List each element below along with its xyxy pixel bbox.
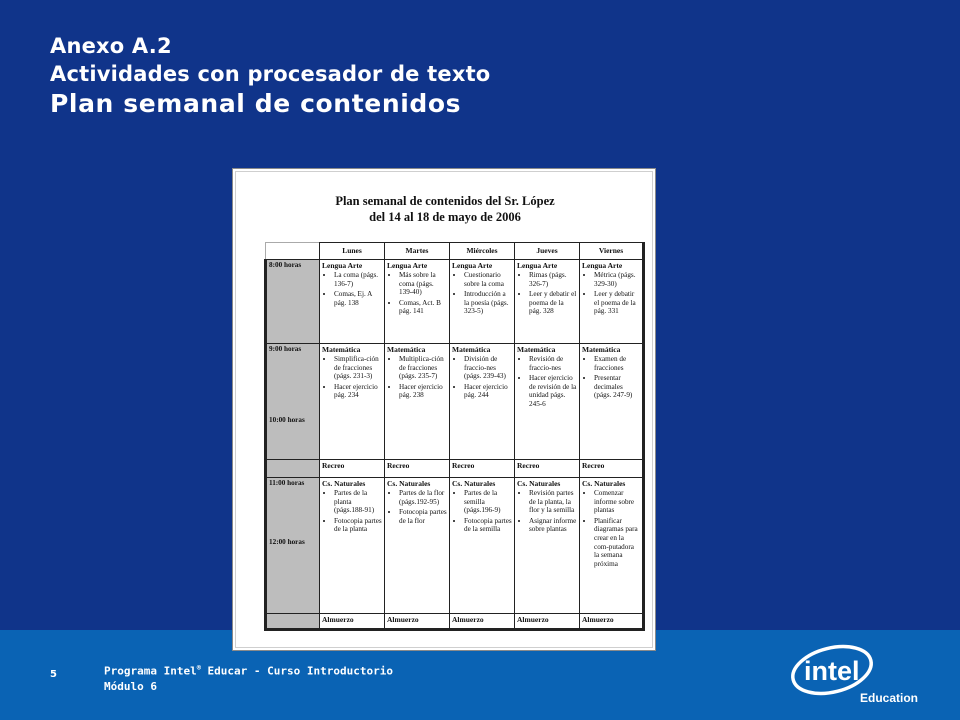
schedule-cell bbox=[515, 460, 580, 478]
activity-item: • Leer y debatir el poema de la pág. 331 bbox=[594, 290, 640, 316]
schedule-cell bbox=[320, 614, 385, 630]
activity-item: • Hacer ejercicio de revisión de la unidad págs. 245-6 bbox=[529, 374, 577, 408]
schedule-cell bbox=[450, 260, 515, 344]
activity-item: • Asignar informe sobre plantas bbox=[529, 517, 577, 534]
time-cell bbox=[266, 344, 320, 460]
schedule-cell bbox=[580, 460, 644, 478]
schedule-row-math bbox=[266, 344, 644, 460]
time-label: 11:00 horas bbox=[269, 479, 305, 487]
time-cell bbox=[266, 478, 320, 614]
activity-item: • Hacer ejercicio pág. 244 bbox=[464, 383, 512, 400]
logo-word: intel bbox=[804, 656, 860, 686]
activity-item: • Métrica (págs. 329-30) bbox=[594, 271, 640, 288]
logo-subtitle: Education bbox=[860, 691, 919, 705]
subject-label: Matemática bbox=[452, 345, 491, 354]
schedule-corner-cell bbox=[266, 243, 320, 260]
lunch-label: Almuerzo bbox=[517, 615, 549, 624]
subject-label: Lengua Arte bbox=[452, 261, 493, 270]
schedule-header-row bbox=[266, 243, 644, 260]
schedule-cell bbox=[320, 478, 385, 614]
slide-title bbox=[50, 32, 490, 120]
subject-label: Matemática bbox=[582, 345, 621, 354]
activity-item: • Presentar decimales (págs. 247-9) bbox=[594, 374, 640, 400]
activity-item: • Comas, Ej. A pág. 138 bbox=[334, 290, 382, 307]
subject-label: Matemática bbox=[387, 345, 426, 354]
subject-label: Lengua Arte bbox=[582, 261, 623, 270]
schedule-cell bbox=[450, 614, 515, 630]
schedule-cell bbox=[450, 344, 515, 460]
schedule-cell bbox=[450, 460, 515, 478]
recess-label: Recreo bbox=[322, 461, 345, 470]
activity-item: • Revisión partes de la planta, la flor y la semilla bbox=[529, 489, 577, 515]
schedule-cell bbox=[515, 260, 580, 344]
activity-item: • Partes de la planta (págs.188-91) bbox=[334, 489, 382, 515]
activity-item: • La coma (págs. 136-7) bbox=[334, 271, 382, 288]
schedule-table bbox=[264, 242, 645, 631]
activity-item: • Leer y debatir el poema de la pág. 328 bbox=[529, 290, 577, 316]
lunch-label: Almuerzo bbox=[582, 615, 614, 624]
day-header: Miércoles bbox=[450, 243, 515, 260]
schedule-cell bbox=[320, 344, 385, 460]
footer-text bbox=[104, 661, 393, 694]
activity-item: • Hacer ejercicio pág. 238 bbox=[399, 383, 447, 400]
time-cell bbox=[266, 460, 320, 478]
schedule-cell bbox=[515, 478, 580, 614]
lunch-label: Almuerzo bbox=[452, 615, 484, 624]
day-header: Viernes bbox=[580, 243, 644, 260]
document-title bbox=[233, 193, 657, 225]
activity-item: • Fotocopia partes de la semilla bbox=[464, 517, 512, 534]
subject-label: Lengua Arte bbox=[322, 261, 363, 270]
recess-label: Recreo bbox=[387, 461, 410, 470]
document-title-line-1: Plan semanal de contenidos del Sr. López bbox=[335, 194, 555, 208]
subject-label: Cs. Naturales bbox=[387, 479, 431, 488]
time-label: 9:00 horas bbox=[269, 345, 302, 353]
schedule-row-science bbox=[266, 478, 644, 614]
schedule-cell bbox=[385, 344, 450, 460]
day-header: Jueves bbox=[515, 243, 580, 260]
schedule-cell bbox=[580, 260, 644, 344]
schedule-cell bbox=[515, 614, 580, 630]
footer-line-2: Módulo 6 bbox=[104, 679, 157, 693]
intel-education-logo bbox=[788, 640, 924, 712]
activity-item: • Rimas (págs. 326-7) bbox=[529, 271, 577, 288]
time-label: 10:00 horas bbox=[269, 415, 305, 424]
schedule-cell bbox=[320, 460, 385, 478]
schedule-cell bbox=[580, 478, 644, 614]
activity-item: • Examen de fracciones bbox=[594, 355, 640, 372]
footer-course-name: Educar - Curso Introductorio bbox=[200, 664, 393, 678]
time-label: 12:00 horas bbox=[269, 537, 305, 546]
document-title-line-2: del 14 al 18 de mayo de 2006 bbox=[369, 210, 521, 224]
lunch-label: Almuerzo bbox=[322, 615, 354, 624]
schedule-cell bbox=[580, 614, 644, 630]
slide-title-line-1: Anexo A.2 bbox=[50, 34, 172, 58]
activity-item: • Planificar diagramas para crear en la com-putadora la semana próxima bbox=[594, 517, 640, 569]
time-cell bbox=[266, 260, 320, 344]
footer-program-name: Programa Intel bbox=[104, 664, 197, 678]
schedule-row-recess bbox=[266, 460, 644, 478]
schedule-cell bbox=[385, 614, 450, 630]
footer-line-1 bbox=[104, 661, 393, 679]
activity-item: • Simplifica-ción de fracciones (págs. 231-3) bbox=[334, 355, 382, 381]
day-header: Martes bbox=[385, 243, 450, 260]
subject-label: Cs. Naturales bbox=[452, 479, 496, 488]
activity-item: • Fotocopia partes de la planta bbox=[334, 517, 382, 534]
subject-label: Cs. Naturales bbox=[322, 479, 366, 488]
recess-label: Recreo bbox=[517, 461, 540, 470]
page-number: 5 bbox=[50, 669, 57, 680]
subject-label: Lengua Arte bbox=[517, 261, 558, 270]
schedule-cell bbox=[385, 478, 450, 614]
activity-item: • Introducción a la poesía (págs. 323-5) bbox=[464, 290, 512, 316]
schedule-row-lunch bbox=[266, 614, 644, 630]
activity-item: • Fotocopia partes de la flor bbox=[399, 508, 447, 525]
activity-item: • Multiplica-ción de fracciones (págs. 235-7) bbox=[399, 355, 447, 381]
activity-item: • Comas, Act. B pág. 141 bbox=[399, 299, 447, 316]
time-label: 8:00 horas bbox=[269, 261, 302, 269]
schedule-cell bbox=[385, 260, 450, 344]
schedule-cell bbox=[450, 478, 515, 614]
subject-label: Lengua Arte bbox=[387, 261, 428, 270]
subject-label: Matemática bbox=[517, 345, 556, 354]
recess-label: Recreo bbox=[582, 461, 605, 470]
activity-item: • Revisión de fraccio-nes bbox=[529, 355, 577, 372]
day-header: Lunes bbox=[320, 243, 385, 260]
activity-item: • Más sobre la coma (págs. 139-40) bbox=[399, 271, 447, 297]
schedule-cell bbox=[385, 460, 450, 478]
activity-item: • Partes de la semilla (págs.196-9) bbox=[464, 489, 512, 515]
lunch-label: Almuerzo bbox=[387, 615, 419, 624]
schedule-cell bbox=[320, 260, 385, 344]
activity-item: • Comenzar informe sobre plantas bbox=[594, 489, 640, 515]
subject-label: Cs. Naturales bbox=[582, 479, 626, 488]
subject-label: Cs. Naturales bbox=[517, 479, 561, 488]
activity-item: • Hacer ejercicio pág. 234 bbox=[334, 383, 382, 400]
schedule-row-language bbox=[266, 260, 644, 344]
activity-item: • División de fraccio-nes (págs. 239-43) bbox=[464, 355, 512, 381]
slide-title-line-3: Plan semanal de contenidos bbox=[50, 89, 462, 118]
schedule-cell bbox=[580, 344, 644, 460]
time-cell bbox=[266, 614, 320, 630]
recess-label: Recreo bbox=[452, 461, 475, 470]
slide-title-line-2: Actividades con procesador de texto bbox=[50, 62, 491, 86]
activity-item: • Cuestionario sobre la coma bbox=[464, 271, 512, 288]
schedule-cell bbox=[515, 344, 580, 460]
registered-mark: ® bbox=[196, 664, 201, 672]
activity-item: • Partes de la flor (págs.192-95) bbox=[399, 489, 447, 506]
subject-label: Matemática bbox=[322, 345, 361, 354]
